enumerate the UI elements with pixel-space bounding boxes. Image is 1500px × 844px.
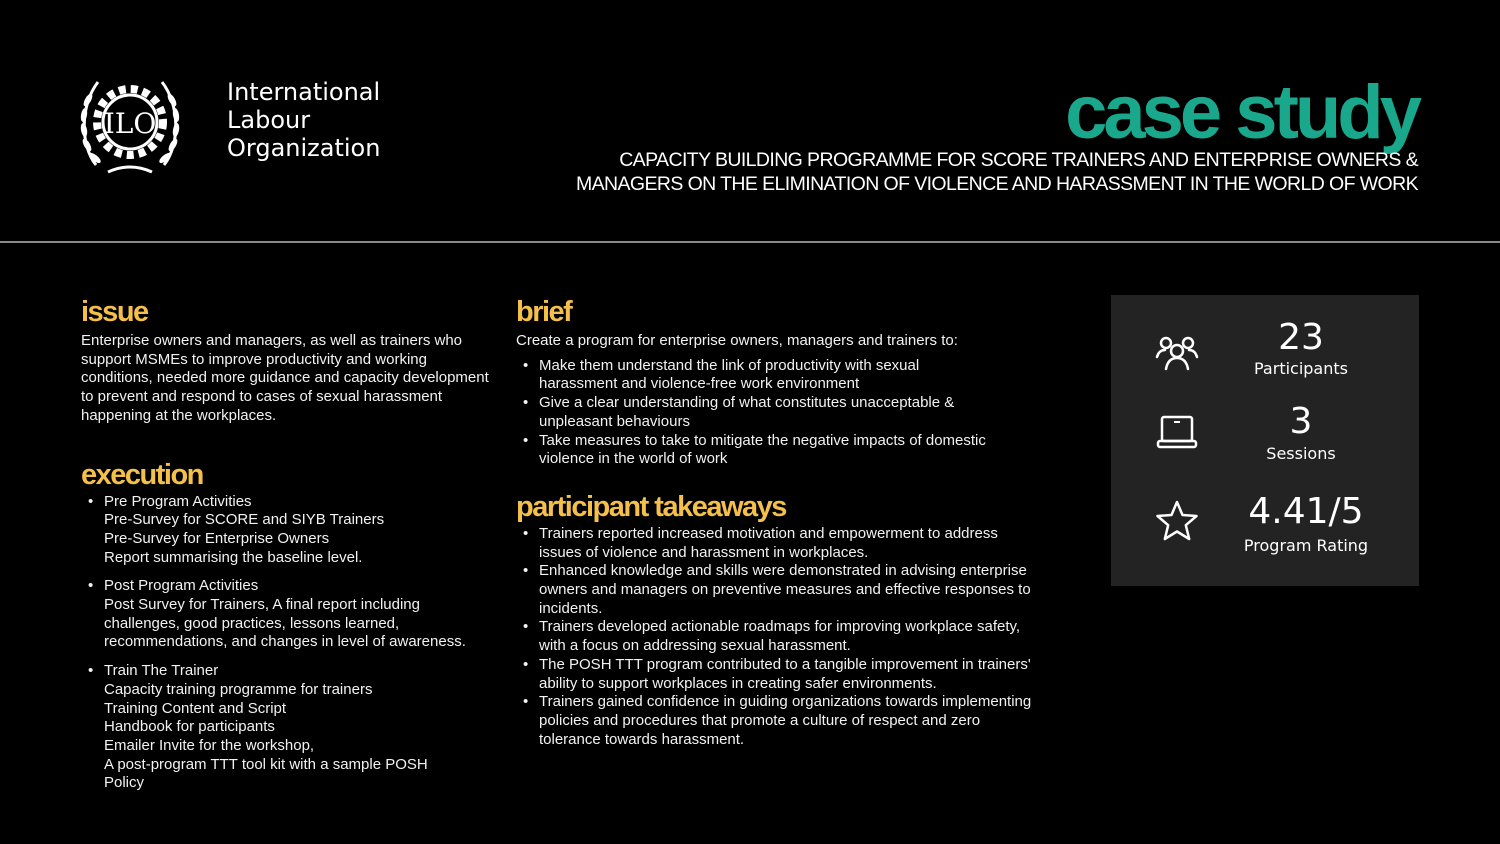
execution-item-title: • Pre Program Activities (104, 492, 252, 510)
page-subtitle (576, 148, 1418, 196)
stat-label: Sessions (1266, 444, 1336, 463)
takeaway-item: • Trainers reported increased motivation and empowerment to address issues of violence and harassment in workplaces. (516, 525, 1041, 562)
execution-heading: execution (81, 458, 203, 491)
takeaways-heading: participant takeaways (516, 490, 786, 523)
brief-list (516, 357, 996, 469)
issue-heading: issue (81, 296, 148, 328)
brief-item: • Give a clear understanding of what constitutes unacceptable & unpleasant behaviours (516, 394, 996, 431)
ilo-logo (78, 70, 182, 180)
brief-item: • Make them understand the link of productivity with sexual harassment and violence-free work environment (516, 357, 996, 394)
takeaway-item: • The POSH TTT program contributed to a tangible improvement in trainers' ability to support workplaces in creating safer environments. (516, 656, 1041, 693)
execution-item-line: Training Content and Script (104, 699, 287, 717)
case-study-title: case study (1065, 70, 1418, 155)
execution-item (81, 662, 501, 793)
execution-item (81, 577, 501, 652)
execution-item-line: Emailer Invite for the workshop, (104, 736, 315, 754)
issue-text: Enterprise owners and managers, as well as trainers who support MSMEs to improve productivity and working conditions, needed more guidance and capacity development to prevent and respond to cases of sexual harassment happening at the workplaces. (81, 332, 489, 424)
middle-column (516, 296, 1056, 749)
users-icon (1153, 329, 1201, 377)
logo-text: ILO (103, 107, 157, 140)
org-name-line: International (227, 78, 381, 106)
org-name-line: Labour (227, 106, 311, 134)
stat-value: 23 (1278, 317, 1324, 358)
org-name (227, 78, 380, 162)
brief-intro: Create a program for enterprise owners, managers and trainers to: (516, 332, 958, 349)
laptop-icon (1153, 408, 1201, 456)
org-name-line: Organization (227, 134, 381, 162)
stat-value: 4.41/5 (1248, 491, 1364, 532)
execution-item-title: • Train The Trainer (104, 662, 219, 680)
star-icon (1153, 498, 1201, 546)
brief-heading: brief (516, 296, 572, 328)
brief-item: • Take measures to take to mitigate the negative impacts of domestic violence in the world of work (516, 432, 996, 469)
execution-item-line: Report summarising the baseline level. (104, 548, 363, 566)
left-column (81, 296, 501, 803)
stats-panel (1111, 295, 1419, 586)
takeaway-item: • Enhanced knowledge and skills were demonstrated in advising enterprise owners and managers on preventive measures and effective responses to incidents. (516, 562, 1041, 618)
subtitle-line: CAPACITY BUILDING PROGRAMME FOR SCORE TRAINERS AND ENTERPRISE OWNERS & (619, 149, 1418, 171)
execution-list (81, 493, 501, 794)
subtitle-line: MANAGERS ON THE ELIMINATION OF VIOLENCE AND HARASSMENT IN THE WORLD OF WORK (575, 173, 1418, 195)
execution-item-line: A post-program TTT tool kit with a sample POSH Policy (104, 755, 428, 792)
stat-label: Participants (1254, 359, 1348, 378)
stat-value: 3 (1289, 401, 1313, 442)
execution-item-line: Pre-Survey for Enterprise Owners (104, 529, 330, 547)
header-divider (0, 241, 1500, 243)
execution-item-line: Handbook for participants (104, 718, 275, 736)
takeaway-item: • Trainers gained confidence in guiding organizations towards implementing policies and procedures that promote a culture of respect and zero tolerance towards harassment. (516, 693, 1041, 749)
stat-label: Program Rating (1243, 536, 1369, 555)
execution-item-line: Post Survey for Trainers, A final report including challenges, good practices, lessons learned, recommendations, and changes in level of awareness. (104, 596, 466, 651)
execution-item-line: Capacity training programme for trainers (104, 680, 373, 698)
takeaways-list (516, 525, 1041, 749)
takeaway-item: • Trainers developed actionable roadmaps for improving workplace safety, with a focus on addressing sexual harassment. (516, 618, 1041, 655)
execution-item (81, 493, 501, 568)
execution-item-title: • Post Program Activities (104, 577, 259, 595)
execution-item-line: Pre-Survey for SCORE and SIYB Trainers (104, 511, 385, 529)
